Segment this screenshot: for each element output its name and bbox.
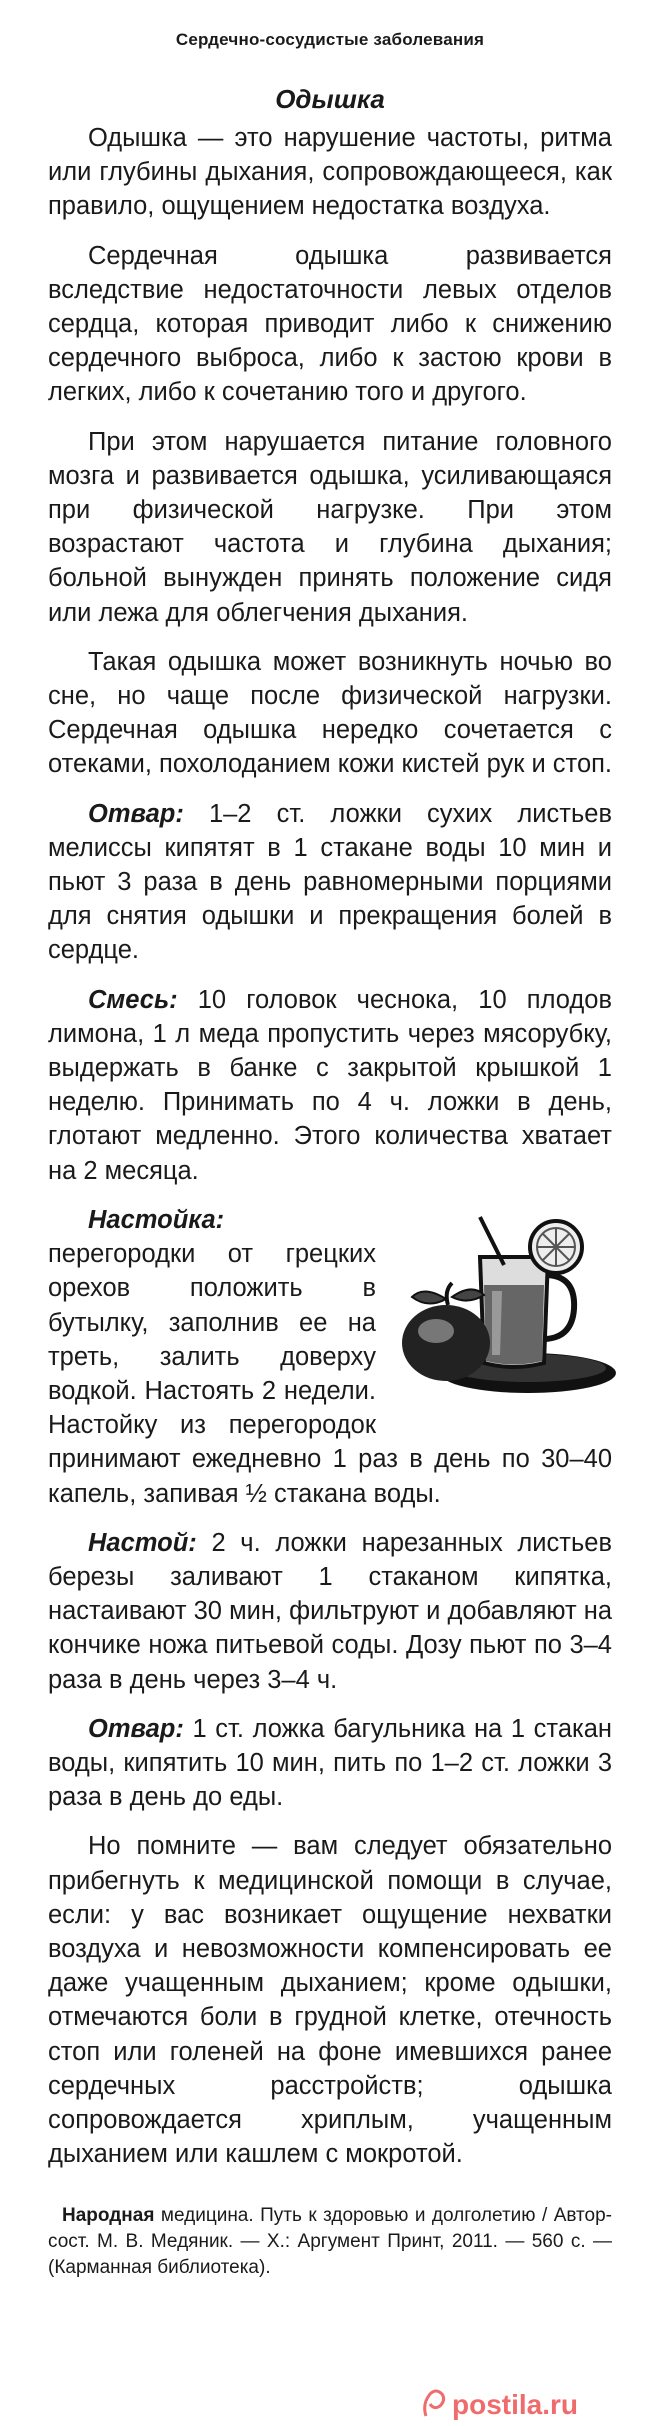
- paragraph-cardiac-dyspnea: Сердечная одышка развивается вследствие недостаточности левых отделов сердца, которая приводит либо к снижению сердечного выброса, либо к застою крови в легких, либо к сочетанию того и другого.: [48, 241, 612, 407]
- postila-watermark-logo: [420, 2386, 655, 2422]
- paragraph-definition: Одышка — это нарушение частоты, ритма или глубины дыхания, сопровождающееся, как правило, ощущением недостатка воздуха.: [48, 124, 612, 221]
- reference-text: медицина. Путь к здоровью и долголетию / Автор-сост. М. В. Медяник. — Х.: Аргумент Принт, 2011. — 560 с. — (Карманная библиотека).: [48, 2205, 612, 2279]
- recipe-decoction-melissa: [48, 797, 612, 968]
- recipe-text: 2 ч. ложки нарезанных листьев березы заливают 1 стаканом кипятка, настаивают 30 мин, фильтруют и добавляют на кончике ножа питьевой соды. Дозу пьют по 3–4 раза в день через 3–4 ч.: [48, 1528, 612, 1694]
- recipe-term: Смесь:: [88, 985, 178, 1014]
- recipe-text: 1–2 ст. ложки сухих листьев мелиссы кипятят в 1 стакане воды 10 мин и пьют 3 раза в день равномерными порциями для снятия одышки и прекращения болей в сердце.: [48, 799, 612, 965]
- paragraph-warning: Но помните — вам следует обязательно прибегнуть к медицинской помощи в случае, если: у вас возникает ощущение нехватки воздуха и невозможности компенсировать ее даже учащенным дыханием; кроме одышки, отмечаются боли в грудной клетке, отечность стоп или голеней на фоне имевшихся ранее сердечных расстройств; одышка сопровождается хриплым, учащенным дыханием или кашлем с мокротой.: [48, 1832, 612, 2169]
- watermark-icon: [420, 2386, 655, 2422]
- recipe-tincture-walnut: [48, 1203, 612, 1511]
- recipe-term: Настойка:: [88, 1205, 225, 1234]
- paragraph-brain-nutrition: При этом нарушается питание головного мозга и развивается одышка, усиливающаяся при физической нагрузке. При этом возрастают частота и глубина дыхания; больной вынужден принять положение сидя или лежа для облегчения дыхания.: [48, 427, 612, 627]
- recipe-infusion-birch: [48, 1526, 612, 1697]
- recipe-decoction-ledum: [48, 1712, 612, 1815]
- article-title: Одышка: [275, 84, 385, 114]
- recipe-mixture-garlic: [48, 983, 612, 1188]
- drink-icon: [388, 1205, 618, 1405]
- paragraph-night-dyspnea: Такая одышка может возникнуть ночью во сне, но чаще после физической нагрузки. Сердечная одышка нередко сочетается с отеками, похолоданием кожи кистей рук и стоп.: [48, 647, 613, 779]
- recipe-term: Отвар:: [88, 799, 184, 828]
- recipe-term: Отвар:: [88, 1714, 184, 1743]
- reference-title: Народная: [62, 2205, 155, 2227]
- watermark-text: postila.ru: [452, 2389, 579, 2420]
- recipe-text: 10 головок чеснока, 10 плодов лимона, 1 л меда пропустить через мясорубку, выдержать в банке с закрытой крышкой 1 неделю. Принимать по 4 ч. ложки в день, глотают медленно. Этого количества хватает на 2 месяца.: [48, 985, 612, 1185]
- glass-with-lemon-illustration: [388, 1205, 618, 1405]
- bibliographic-reference: [48, 2203, 612, 2281]
- recipe-term: Настой:: [88, 1528, 197, 1557]
- recipe-text: перегородки от грецких орехов положить в бутылку, заполнив ее на треть, залить доверху водкой. Настоять 2 недели. Настойку из перегородок принимают ежедневно 1 раз в день по 30–40 капель, запивая ½ стакана воды.: [48, 1240, 612, 1508]
- running-header: Сердечно-сосудистые заболевания: [175, 30, 485, 49]
- recipe-text: 1 ст. ложка багульника на 1 стакан воды, кипятить 10 мин, пить по 1–2 ст. ложки 3 раза в день до еды.: [48, 1714, 612, 1812]
